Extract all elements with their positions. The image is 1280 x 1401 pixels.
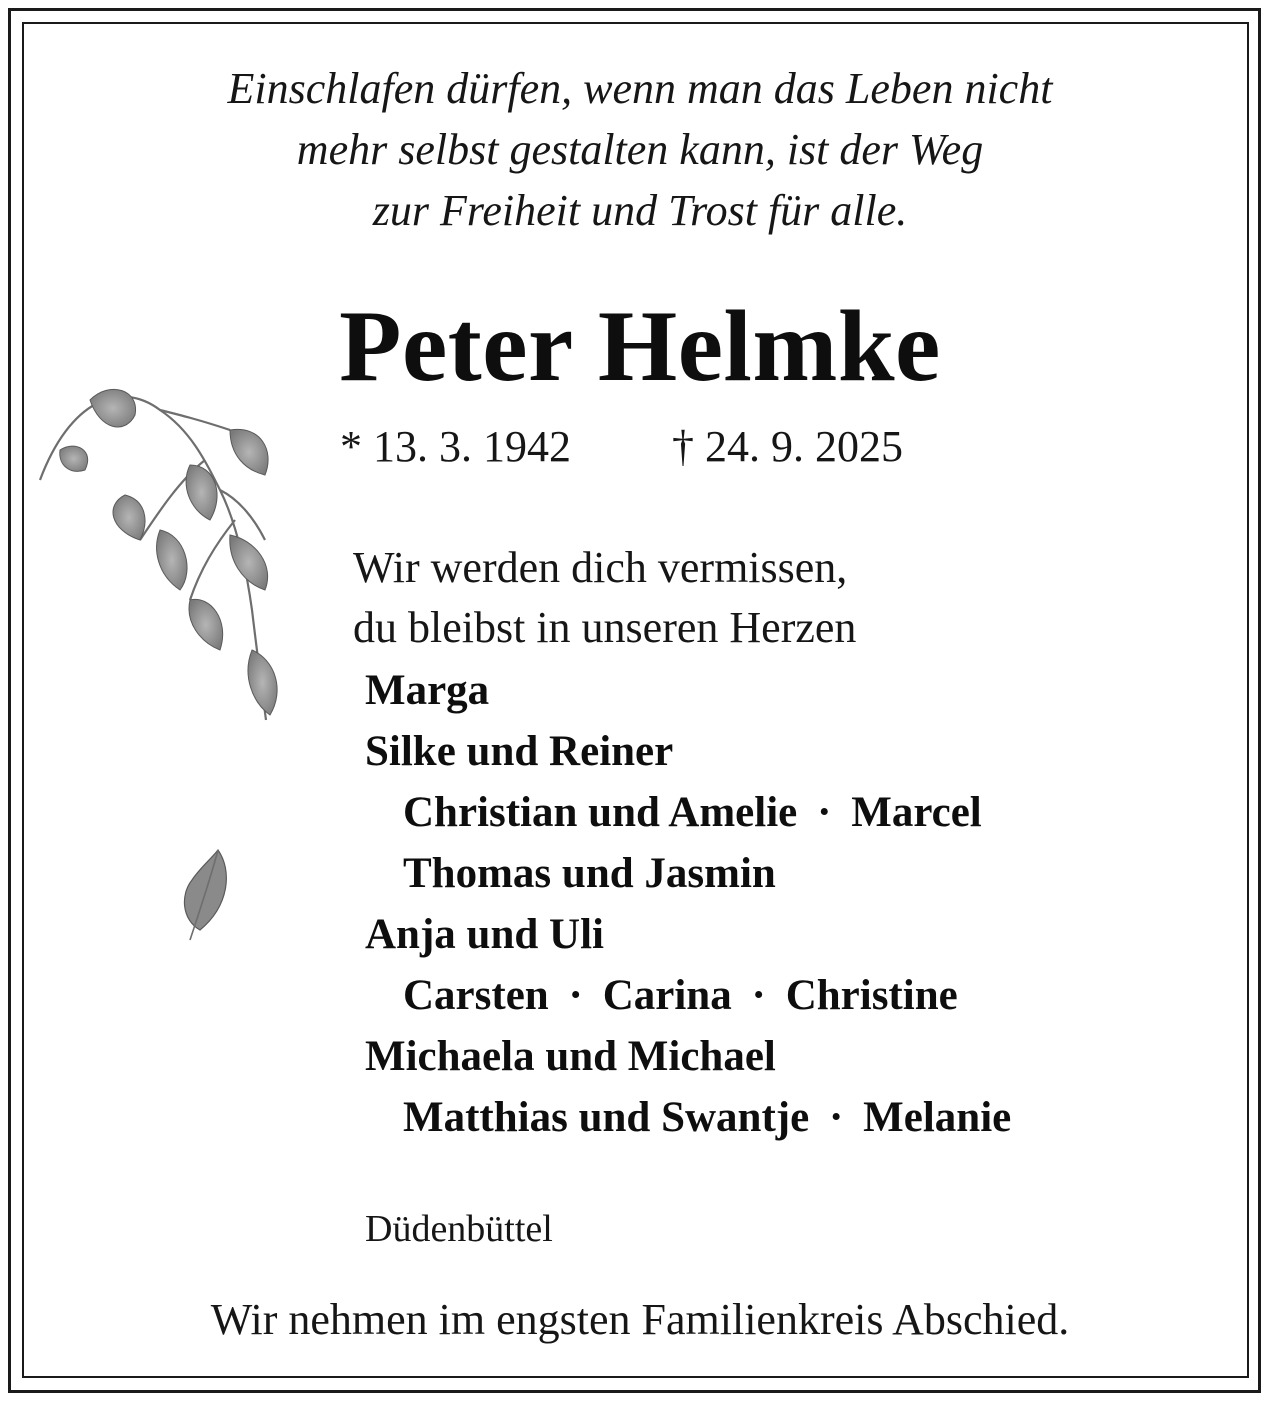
family-line-2: Silke und Reiner	[365, 728, 674, 775]
birth-date: * 13. 3. 1942	[340, 422, 571, 471]
family-name: Christine	[785, 972, 958, 1019]
family-name: Marcel	[851, 789, 982, 836]
separator-dot: ·	[817, 789, 832, 836]
place-name: Düdenbüttel	[365, 1208, 553, 1250]
motto-quote	[0, 58, 1280, 241]
farewell-notice: Wir nehmen im engsten Familienkreis Abschied.	[210, 1295, 1070, 1344]
motto-line-3: zur Freiheit und Trost für alle.	[372, 186, 908, 235]
family-name: Melanie	[863, 1094, 1012, 1141]
family-line-3	[365, 782, 1011, 843]
message-line-1: Wir werden dich vermissen,	[353, 543, 848, 592]
deceased-name: Peter Helmke	[339, 290, 941, 403]
family-line-7: Michaela und Michael	[365, 1033, 776, 1080]
birch-branch-icon	[30, 370, 290, 740]
family-line-4: Thomas und Jasmin	[403, 850, 776, 897]
condolence-message	[353, 538, 856, 658]
message-line-2: du bleibst in unseren Herzen	[353, 603, 857, 652]
family-name: Christian und Amelie	[403, 789, 798, 836]
death-date: † 24. 9. 2025	[672, 422, 903, 471]
motto-line-1: Einschlafen dürfen, wenn man das Leben nicht	[227, 64, 1053, 113]
family-line-8	[365, 1087, 1011, 1148]
family-line-1: Marga	[365, 667, 490, 714]
falling-leaf-icon	[170, 840, 240, 950]
separator-dot: ·	[568, 972, 583, 1019]
separator-dot: ·	[829, 1094, 844, 1141]
family-line-5: Anja und Uli	[365, 911, 604, 958]
family-list	[365, 660, 1011, 1148]
family-name: Carsten	[403, 972, 549, 1019]
family-name: Carina	[602, 972, 732, 1019]
motto-line-2: mehr selbst gestalten kann, ist der Weg	[296, 125, 984, 174]
family-name: Matthias und Swantje	[403, 1094, 810, 1141]
family-line-6	[365, 965, 1011, 1026]
separator-dot: ·	[751, 972, 766, 1019]
